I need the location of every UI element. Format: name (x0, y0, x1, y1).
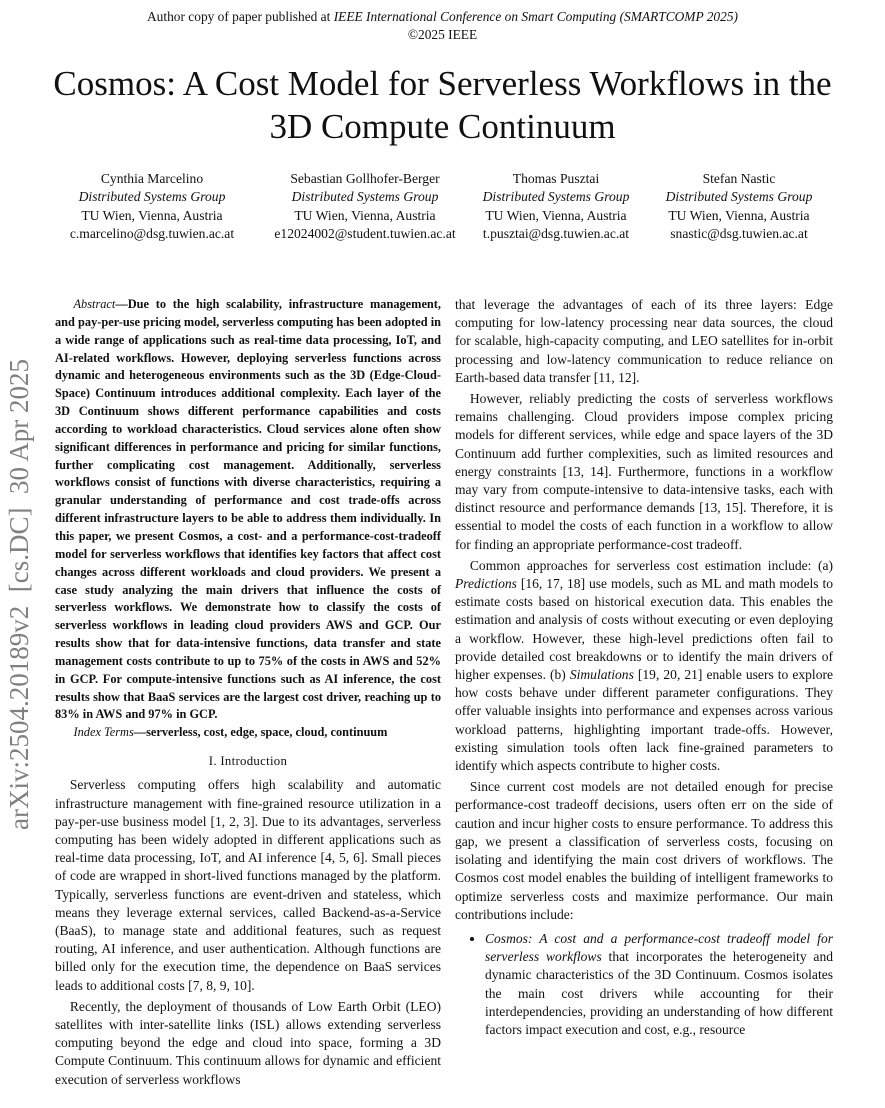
author-name: Thomas Pusztai (512, 171, 600, 186)
author-group: Distributed Systems Group (78, 189, 226, 205)
paragraph: Since current cost models are not detailed enough for precise performance-cost tradeoff decisions, users often err on the side of caution and incur higher costs to ensure performance. To address this gap, we present a classification of serverless costs, focusing on isolating and identifying the main cost drivers of workflows. The Cosmos cost model enables the building of intelligent frameworks to optimize serverless costs and maximize performance. Our main contributions include: (455, 779, 833, 922)
contributions-list (455, 930, 833, 1039)
venue: IEEE International Conference on Smart Computing (SMARTCOMP 2025) (333, 9, 738, 24)
paragraph: Serverless computing offers high scalability and automatic infrastructure management with fine-grained resource utilization in a pay-per-use business model [1, 2, 3]. Due to its advantages, serverless computing has been widely adopted in different applications such as real-time data processing, IoT, and AI inference [4, 5, 6]. Small pieces of code are wrapped in short-lived functions managed by the platform. Typically, serverless functions are event-driven and stateless, which means they leverage external services, called Backend-as-a-Service (BaaS), to manage state and additional features, such as request routing, AI inference, and user authentication. Although functions are billed only for the execution time, the dependence on BaaS services leads to additional costs [7, 8, 9, 10]. (55, 777, 441, 993)
arxiv-identifier: arXiv:2504.20189v2 [cs.DC] 30 Apr 2025 (4, 359, 34, 830)
author-4 (639, 170, 839, 244)
author-affiliation: TU Wien, Vienna, Austria (294, 207, 436, 223)
author-2 (255, 170, 475, 244)
predictions-label: Predictions (455, 576, 517, 592)
author-group: Distributed Systems Group (665, 189, 813, 205)
index-terms (55, 724, 441, 742)
left-column (55, 296, 441, 1089)
author-group: Distributed Systems Group (482, 189, 630, 205)
author-name: Cynthia Marcelino (100, 171, 204, 186)
publication-prefix: Author copy of paper published at (147, 9, 334, 24)
simulations-label: Simulations (569, 667, 634, 683)
author-email: t.pusztai@dsg.tuwien.ac.at (482, 226, 630, 242)
abstract-text: —Due to the high scalability, infrastructure management, and pay-per-use pricing model, serverless computing has been adopted in a wide range of applications such as real-time data processing, IoT, and AI-related workflows. However, deploying serverless functions across dynamic and heterogeneous environments such as the 3D (Edge-Cloud-Space) Continuum introduces additional complexity. Each layer of the 3D Continuum shows different performance capabilities and costs according to workload characteristics. Cloud services alone often show significant differences in performance and pricing for similar functions, further complicating cost management. Additionally, serverless workflows consist of functions with diverse characteristics, requiring a granular understanding of performance and cost trade-offs across different infrastructure layers to be able to address them individually. In this paper, we present Cosmos, a cost- and a performance-cost-tradeoff model for serverless workflows that identifies key factors that affect cost changes across different workloads and cloud providers. We present a case study analyzing the main drivers that influence the costs of serverless workflows. We demonstrate how to classify the costs of serverless workflows in leading cloud providers AWS and GCP. Our results show that for data-intensive functions, data transfer and state management costs contribute to up to 75% of the costs in AWS and 52% in GCP. For compute-intensive functions such as AI inference, the cost results show that BaaS services are the largest cost driver, reaching up to 83% in AWS and 97% in GCP. (55, 297, 441, 722)
paragraph: Recently, the deployment of thousands of Low Earth Orbit (LEO) satellites with inter-satellite links (ISL) allows extending serverless computing beyond the edge and cloud into space, forming a 3D Compute Continuum. This continuum allows for dynamic and efficient execution of serverless workflows (55, 998, 441, 1087)
author-email: e12024002@student.tuwien.ac.at (274, 226, 456, 242)
abstract-label: Abstract (73, 297, 116, 311)
publication-note (0, 9, 885, 25)
author-affiliation: TU Wien, Vienna, Austria (668, 207, 810, 223)
copyright: ©2025 IEEE (407, 27, 478, 42)
paragraph (455, 557, 833, 775)
text: [19, 20, 21] enable users to explore how costs behave under different parameter configurations. They offer valuable insights into performance and expenses across various workload patterns, highlighting important trade-offs. However, existing simulation tools often lack fine-grained parameters to identify which aspects contribute to higher costs. (455, 667, 833, 774)
abstract (55, 296, 441, 724)
contribution-label: Cosmos: A cost and a performance-cost tradeoff model for serverless workflows (485, 930, 833, 965)
author-email: snastic@dsg.tuwien.ac.at (670, 226, 808, 242)
paper-title: Cosmos: A Cost Model for Serverless Workflows in the 3D Compute Continuum (53, 64, 832, 146)
contribution-text: that incorporates the heterogeneity and dynamic characteristics of the 3D Continuum. Cosmos isolates the main cost drivers while accounting for their interdependencies, providing an understanding of how different factors impact execution and cost, e.g., resource (485, 949, 833, 1037)
right-column (455, 296, 833, 1039)
paragraph: However, reliably predicting the costs of serverless workflows remains challenging. Cloud providers impose complex pricing models for different services, while edge and space layers of the 3D Continuum add further complexities, such as limited resources and energy constraints [13, 14]. Furthermore, functions in a workflow may vary from compute-intensive to data-intensive tasks, each with distinct resource and performance demands [13, 15]. Therefore, it is essential to model the costs of each function in a workflow to allow for finding an appropriate performance-cost tradeoff. (455, 391, 833, 552)
author-name: Stefan Nastic (702, 171, 776, 186)
author-email: c.marcelino@dsg.tuwien.ac.at (69, 226, 235, 242)
section-heading: I. Introduction (208, 754, 288, 769)
author-affiliation: TU Wien, Vienna, Austria (485, 207, 627, 223)
index-terms-label: Index Terms (73, 725, 134, 740)
text: [16, 17, 18] use models, such as ML and math models to estimate costs based on historical execution data. This enables the estimation and analysis of costs without executing or even deploying a workflow. However, these high-level predictions often fail to provide detailed cost breakdowns or to identify the main drivers of higher expenses. (b) (455, 576, 833, 683)
text: Common approaches for serverless cost estimation include: (a) (469, 557, 833, 573)
paragraph: that leverage the advantages of each of its three layers: Edge computing for low-latency processing near data sources, the cloud for scalable, high-capacity computing, and LEO satellites for in-orbit processing and low-latency communication to reduce reliance on Earth-based data transfer [11, 12]. (455, 297, 833, 385)
author-name: Sebastian Gollhofer-Berger (290, 171, 440, 186)
author-1 (52, 170, 252, 244)
author-3 (456, 170, 656, 244)
author-affiliation: TU Wien, Vienna, Austria (81, 207, 223, 223)
index-terms-text: —serverless, cost, edge, space, cloud, continuum (133, 725, 388, 740)
author-group: Distributed Systems Group (291, 189, 439, 205)
list-item (485, 930, 833, 1039)
